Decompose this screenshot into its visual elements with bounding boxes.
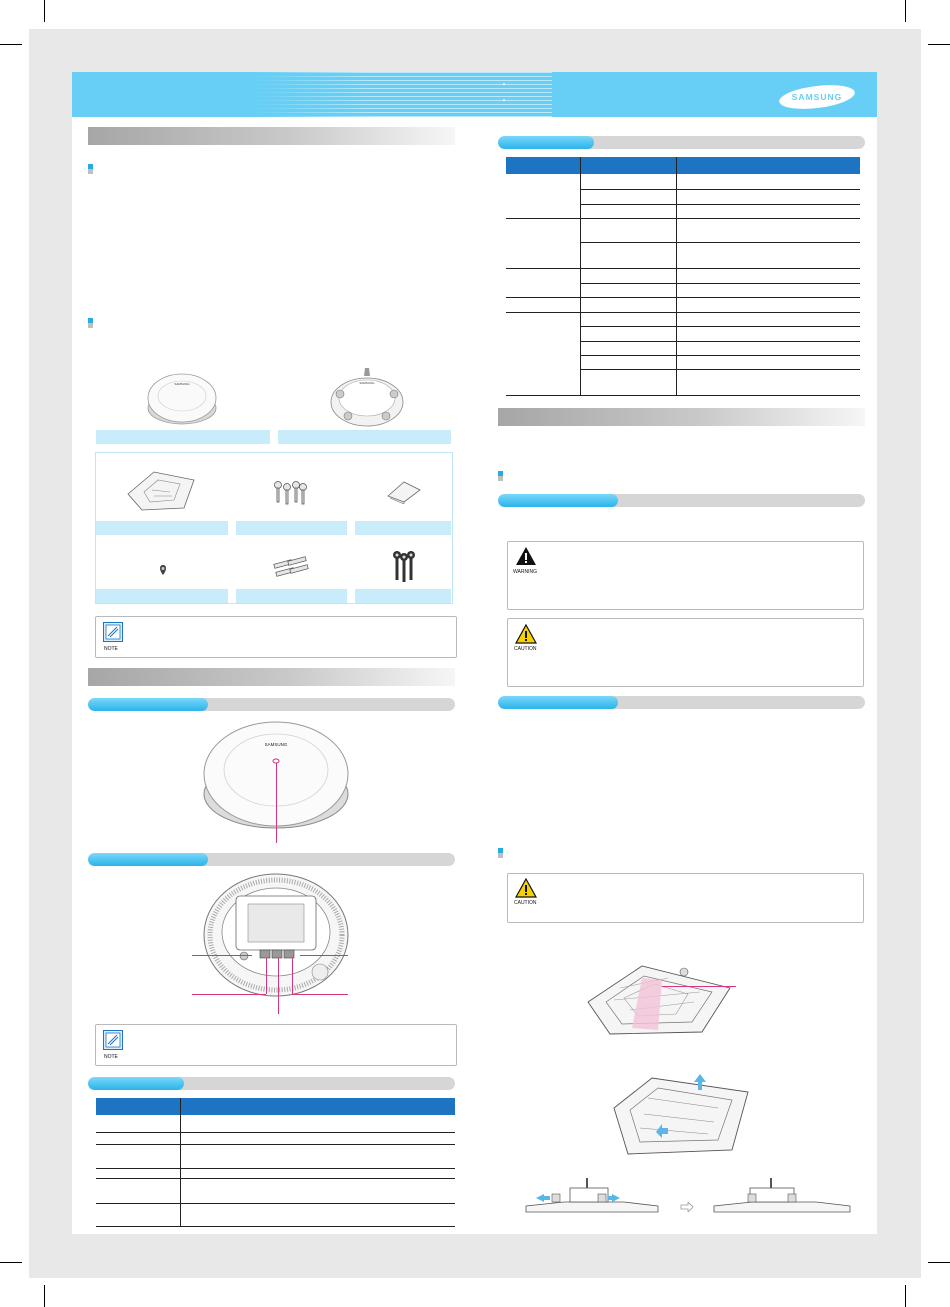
- caption-bar: [96, 430, 270, 444]
- table-row: [580, 369, 860, 370]
- table-row: [506, 312, 860, 313]
- caption-bar: [96, 589, 228, 603]
- ap-front-image: [146, 368, 218, 428]
- table-row: [580, 355, 860, 356]
- callout-line: [292, 994, 348, 995]
- bracket-diagram-1: [584, 958, 734, 1038]
- crop-mark-tr-h: [928, 44, 950, 45]
- side-view-diagram-1: [524, 1178, 660, 1218]
- callout-line: [192, 955, 252, 956]
- svg-text:SAMSUNG: SAMSUNG: [264, 742, 288, 747]
- header-banner: [72, 72, 877, 117]
- screws-image: [272, 480, 308, 506]
- subsection-bar-precautions: [498, 494, 865, 507]
- note-box: [95, 1024, 457, 1066]
- caption-bar: [355, 521, 451, 535]
- crop-mark-br-v: [905, 1285, 906, 1307]
- table-row: [96, 1203, 455, 1204]
- callout-line: [192, 994, 266, 995]
- subsection-bar-back: [88, 853, 455, 866]
- note-box: [95, 616, 457, 658]
- svg-text:SAMSUNG: SAMSUNG: [791, 92, 843, 102]
- callout-line: [662, 986, 736, 987]
- warning-icon: [515, 546, 537, 566]
- note-icon: [103, 1030, 123, 1056]
- subsection-bar-site: [498, 696, 865, 709]
- caution-icon: [515, 624, 537, 644]
- callout-line: [300, 955, 348, 956]
- ap-back-image: [328, 364, 406, 430]
- note-label: NOTE: [104, 646, 118, 652]
- bracket-diagram-2: [608, 1068, 754, 1160]
- table-row: [580, 242, 860, 243]
- callout-line: [292, 958, 293, 994]
- section-header-installation: [498, 408, 865, 426]
- crop-mark-bl-v: [44, 1285, 45, 1307]
- caption-bar: [278, 430, 451, 444]
- table-row: [580, 283, 860, 284]
- table-row: [506, 395, 860, 396]
- table-row: [506, 218, 860, 219]
- led-table-header: [506, 157, 860, 174]
- crop-mark-tl-v: [44, 0, 45, 22]
- table-divider: [676, 157, 677, 395]
- crop-mark-tr-v: [905, 0, 906, 22]
- callout-line: [278, 958, 279, 1014]
- table-row: [96, 1226, 455, 1227]
- table-row: [96, 1132, 455, 1133]
- anchors-image: [272, 556, 312, 582]
- caption-bar: [236, 589, 347, 603]
- table-row: [580, 326, 860, 327]
- table-divider: [580, 157, 581, 395]
- section-header-components: [88, 668, 455, 686]
- caution-label: CAUTION: [514, 900, 537, 906]
- table-divider: [180, 1098, 181, 1226]
- caution-label: CAUTION: [514, 646, 537, 652]
- subsection-bar-front: [88, 698, 455, 711]
- subsection-marker: [88, 164, 93, 174]
- section-header-overview: [88, 127, 455, 145]
- side-view-diagram-2: [712, 1178, 852, 1218]
- banner-dot: [503, 99, 505, 101]
- crop-mark-br-h: [928, 1262, 950, 1263]
- note-icon: [103, 622, 123, 648]
- table-row: [506, 297, 860, 298]
- crop-mark-tl-h: [0, 44, 22, 45]
- callout-line: [266, 958, 267, 994]
- subsection-marker: [88, 318, 93, 328]
- long-screws-image: [392, 550, 416, 584]
- note-label: NOTE: [104, 1054, 118, 1060]
- subsection-bar-ports: [88, 1077, 455, 1090]
- rubber-foot-image: [158, 564, 168, 576]
- subsection-marker: [498, 848, 503, 858]
- svg-text:SAMSUNG: SAMSUNG: [174, 382, 190, 386]
- arrow-icon: [680, 1202, 694, 1212]
- subsection-bar-led: [498, 136, 865, 149]
- caption-bar: [355, 589, 451, 603]
- table-row: [96, 1168, 455, 1169]
- table-row: [580, 341, 860, 342]
- table-row: [506, 268, 860, 269]
- warning-label: WARNING: [513, 569, 537, 575]
- caution-box: [507, 618, 864, 687]
- led-callout-line: [276, 763, 277, 843]
- crop-mark-bl-h: [0, 1262, 22, 1263]
- warning-box: [507, 541, 864, 610]
- banner-dot: [503, 83, 505, 85]
- samsung-logo: [778, 84, 856, 110]
- ports-table-header: [96, 1098, 455, 1115]
- table-row: [580, 189, 860, 190]
- table-row: [580, 204, 860, 205]
- subsection-marker: [498, 471, 503, 481]
- caption-bar: [96, 521, 228, 535]
- caution-box: [507, 873, 864, 923]
- table-row: [96, 1144, 455, 1145]
- svg-text:SAMSUNG: SAMSUNG: [359, 381, 375, 385]
- caption-bar: [236, 521, 347, 535]
- table-row: [96, 1178, 455, 1179]
- ap-back-large-image: [202, 872, 350, 998]
- caution-icon: [515, 878, 537, 898]
- document-image: [386, 480, 422, 504]
- mounting-bracket-image: [124, 466, 198, 514]
